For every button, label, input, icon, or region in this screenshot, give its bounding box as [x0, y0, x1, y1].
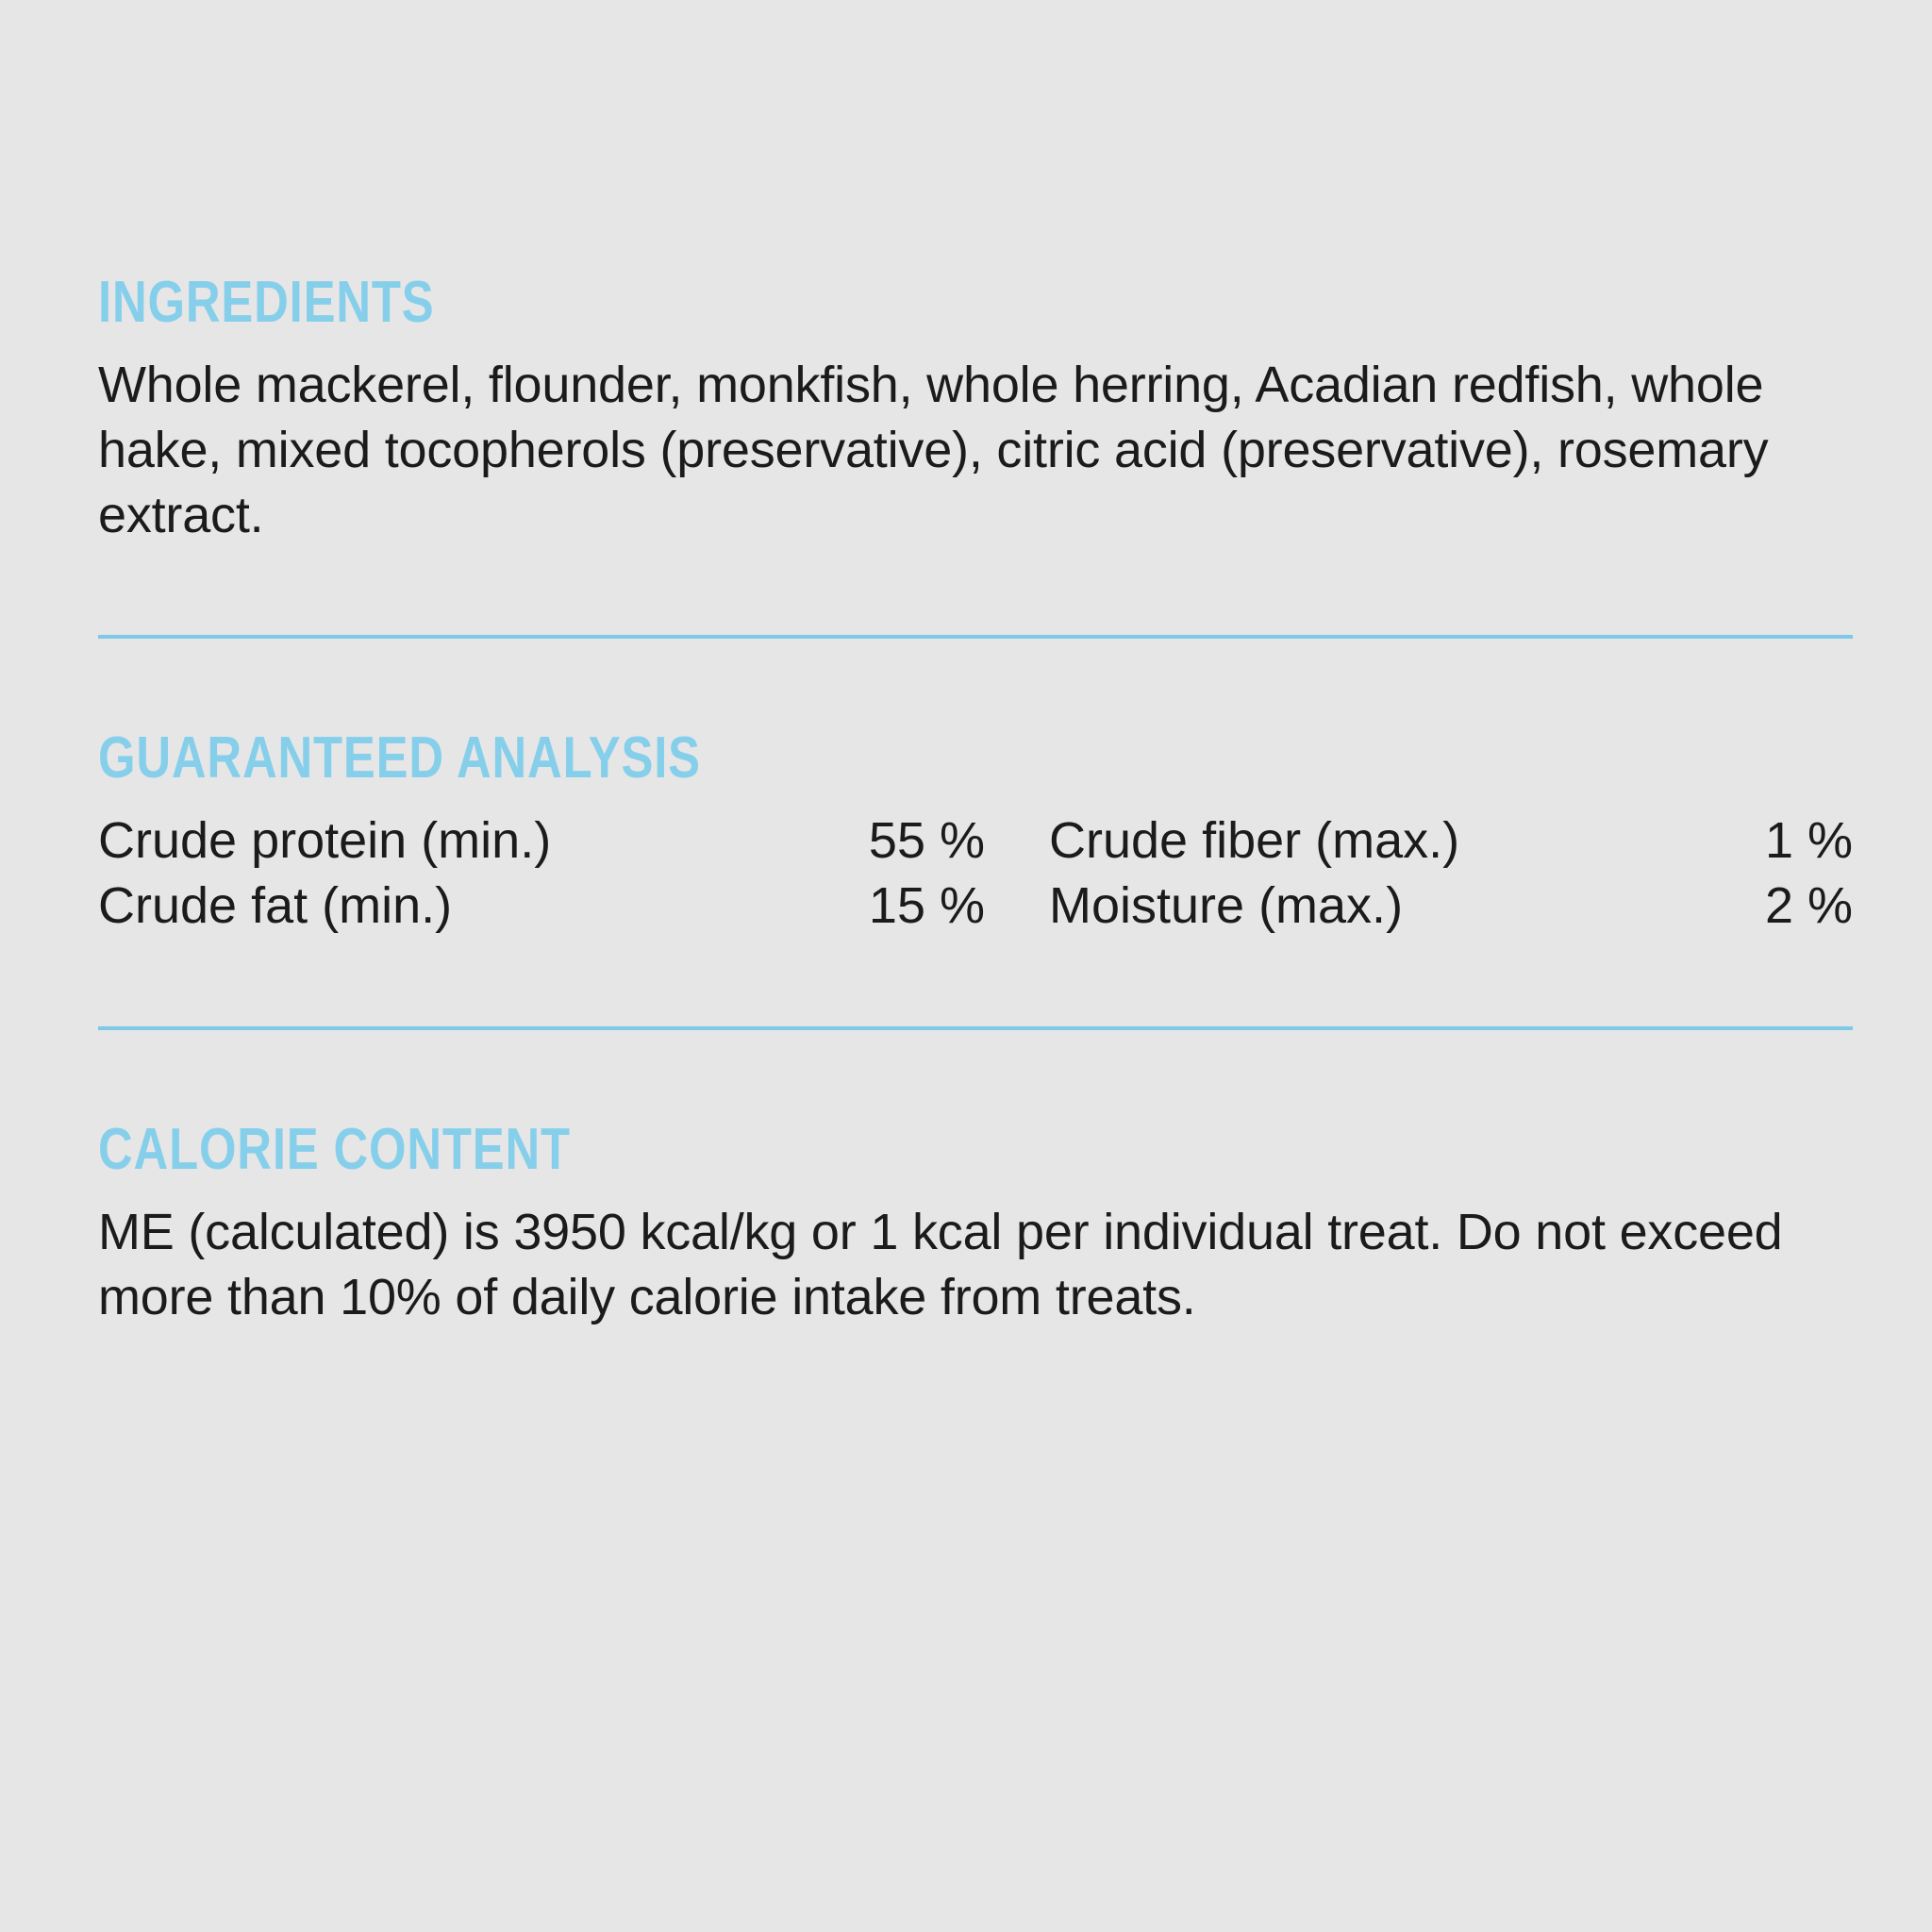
spacer — [98, 548, 1853, 635]
nutrient-value: 55 % — [868, 812, 985, 870]
nutrient-label: Crude fiber (max.) — [1049, 812, 1460, 870]
guaranteed-analysis-heading: GUARANTEED ANALYSIS — [98, 725, 701, 791]
ingredients-section — [98, 270, 1853, 548]
ingredients-heading: INGREDIENTS — [98, 270, 435, 335]
pet-food-label-panel — [98, 270, 1853, 1330]
nutrient-value: 2 % — [1764, 877, 1853, 935]
nutrient-value: 1 % — [1764, 812, 1853, 870]
nutrient-label: Crude fat (min.) — [98, 877, 453, 935]
nutrient-label: Crude protein (min.) — [98, 812, 552, 870]
calorie-content-text: ME (calculated) is 3950 kcal/kg or 1 kcal per individual treat. Do not exceed more than 10% of daily calorie intake from treats. — [98, 1203, 1783, 1325]
spacer — [98, 940, 1853, 1026]
nutrient-label: Moisture (max.) — [1049, 877, 1404, 935]
table-row — [98, 874, 1853, 939]
nutrient-value: 15 % — [868, 877, 985, 935]
spacer — [98, 1030, 1853, 1121]
guaranteed-analysis-table — [98, 808, 1853, 939]
calorie-content-section — [98, 1116, 1853, 1330]
guaranteed-analysis-section — [98, 725, 1853, 939]
ingredients-text: Whole mackerel, flounder, monkfish, whole herring, Acadian redfish, whole hake, mixed tocopherols (preservative), citric acid (preservative), rosemary extract. — [98, 357, 1769, 544]
table-row — [98, 808, 1853, 874]
spacer — [98, 639, 1853, 729]
calorie-content-heading: CALORIE CONTENT — [98, 1116, 571, 1182]
